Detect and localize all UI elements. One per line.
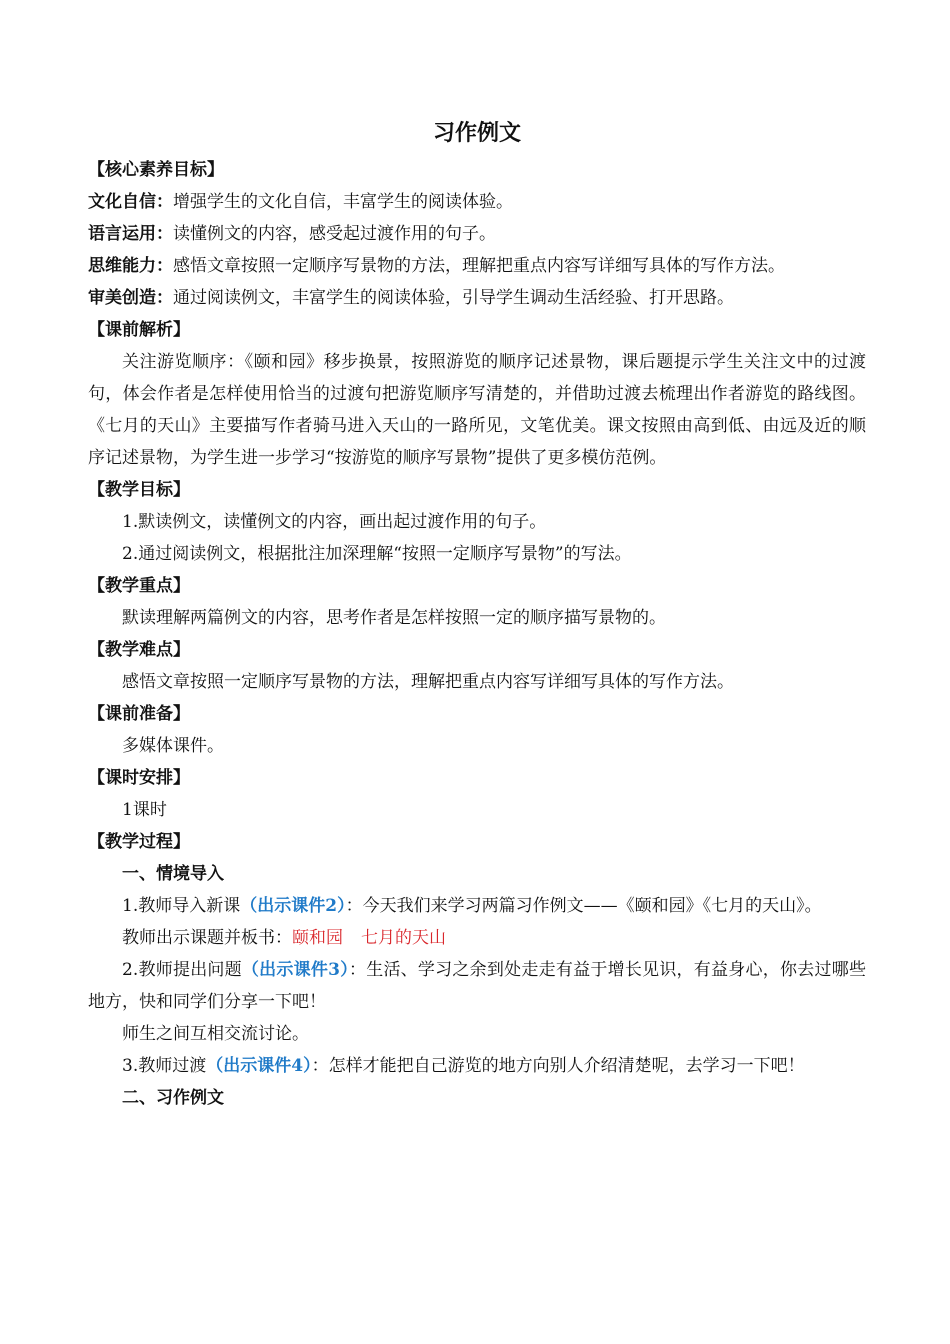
step-text: ：生活、学习之余到处走走有益于增长见识，有益身心，你去过哪些地方，快和同学们分享一下吧！ [88,960,866,1012]
goal-language [88,218,866,250]
step-text: 2.教师提出问题 [122,960,242,980]
board-writing [88,922,866,954]
slide-cue: （出示课件2） [240,896,346,916]
difficulties-text: 感悟文章按照一定顺序写景物的方法，理解把重点内容写详细写具体的写作方法。 [122,672,734,692]
goal-thinking [88,250,866,282]
goal-text: 增强学生的文化自信，丰富学生的阅读体验。 [173,192,513,212]
preparation-text: 多媒体课件。 [122,736,224,756]
board-title-1: 颐和园 [292,928,343,948]
heading-difficulties: 【教学难点】 [88,640,190,660]
step-text: ：今天我们来学习两篇习作例文——《颐和园》《七月的天山》。 [345,896,822,916]
heading-analysis: 【课前解析】 [88,320,190,340]
step-text: ：怎样才能把自己游览的地方向别人介绍清楚呢，去学习一下吧！ [311,1056,805,1076]
section-heading: 二、习作例文 [122,1088,224,1108]
goal-label: 文化自信： [88,192,173,212]
board-label: 教师出示课题并板书： [122,928,292,948]
board-title-2: 七月的天山 [361,928,446,948]
objective-item: 1.默读例文，读懂例文的内容，画出起过渡作用的句子。 [122,512,547,532]
heading-schedule: 【课时安排】 [88,768,190,788]
section-heading: 一、情境导入 [122,864,224,884]
analysis-paragraph: 关注游览顺序：《颐和园》移步换景，按照游览的顺序记述景物，课后题提示学生关注文中的过渡句，体会作者是怎样使用恰当的过渡句把游览顺序写清楚的，并借助过渡去梳理出作者游览的路线图。《七月的天山》主要描写作者骑马进入天山的一路所见，文笔优美。课文按照由高到低、由远及近的顺序记述景物，为学生进一步学习“按游览的顺序写景物”提供了更多模仿范例。 [88,352,866,468]
heading-key-points: 【教学重点】 [88,576,190,596]
schedule-text: 1课时 [122,800,167,820]
goal-label: 语言运用： [88,224,173,244]
process-step-3 [88,1050,866,1082]
slide-cue: （出示课件3） [241,960,349,980]
slide-cue: （出示课件4） [206,1056,312,1076]
goal-text: 通过阅读例文，丰富学生的阅读体验，引导学生调动生活经验、打开思路。 [173,288,734,308]
objective-item: 2.通过阅读例文，根据批注加深理解“按照一定顺序写景物”的写法。 [122,544,632,564]
step-text: 1.教师导入新课 [122,896,241,916]
goal-label: 思维能力： [88,256,173,276]
step-text: 3.教师过渡 [122,1056,207,1076]
heading-preparation: 【课前准备】 [88,704,190,724]
goal-text: 读懂例文的内容，感受起过渡作用的句子。 [173,224,496,244]
heading-core-goals: 【核心素养目标】 [88,160,224,180]
goal-text: 感悟文章按照一定顺序写景物的方法，理解把重点内容写详细写具体的写作方法。 [173,256,785,276]
process-step-1 [88,890,866,922]
document-title: 习作例文 [432,120,521,146]
heading-process: 【教学过程】 [88,832,190,852]
heading-objectives: 【教学目标】 [88,480,190,500]
goal-aesthetic [88,282,866,314]
discussion-text: 师生之间互相交流讨论。 [122,1024,309,1044]
goal-culture [88,186,866,218]
goal-label: 审美创造： [88,288,173,308]
process-step-2 [88,954,866,1018]
document-page [88,112,866,1114]
key-points-text: 默读理解两篇例文的内容，思考作者是怎样按照一定的顺序描写景物的。 [122,608,666,628]
